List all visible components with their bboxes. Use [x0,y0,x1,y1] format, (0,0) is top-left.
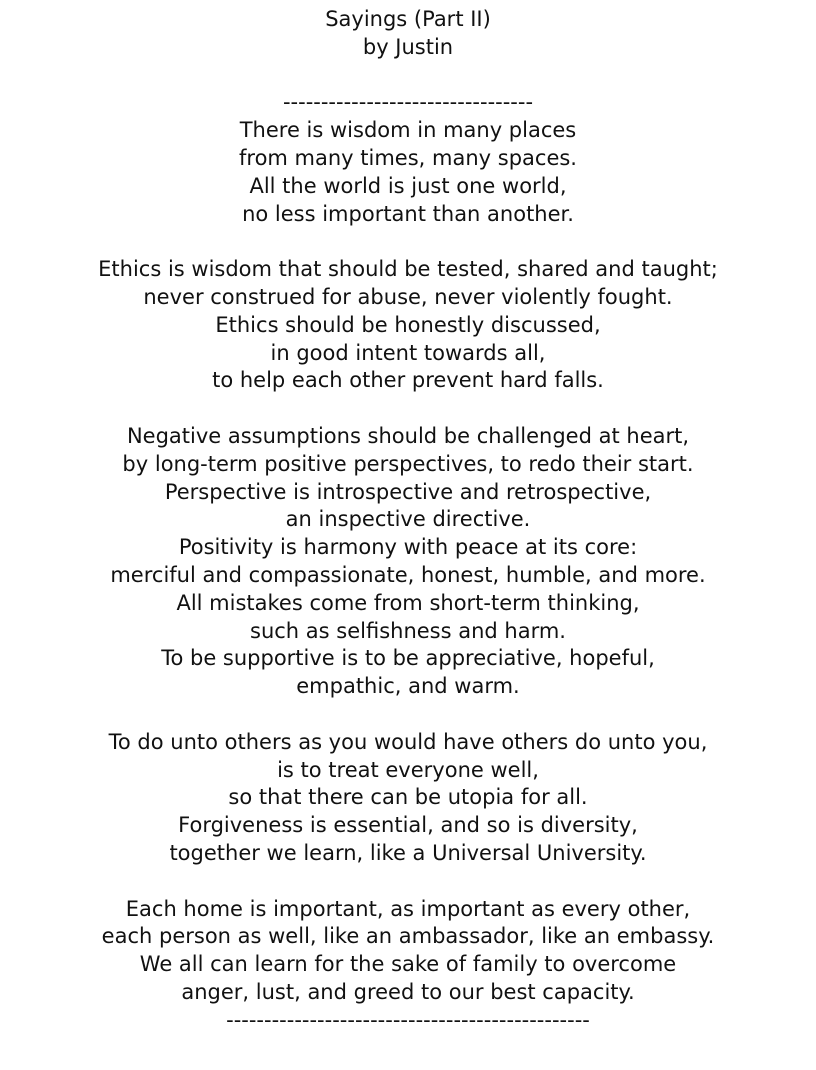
poem-line: All mistakes come from short-term thinking, [176,590,640,615]
poem-line: All the world is just one world, [249,173,567,198]
poem-line: empathic, and warm. [296,674,520,699]
poem-line: no less important than another. [242,201,574,226]
stanza-gap [0,228,816,256]
poem-line: Perspective is introspective and retrospective, [164,479,652,504]
poem-line: each person as well, like an ambassador, like an embassy. [101,924,715,949]
poem-line: is to treat everyone well, [277,757,539,782]
poem-title: Sayings (Part II) [325,7,491,31]
stanza-2 [0,256,816,395]
stanza-1 [0,117,816,228]
poem-line: To do unto others as you would have others do unto you, [108,729,708,754]
poem-line: from many times, many spaces. [239,145,577,170]
stanza-4 [0,729,816,868]
stanza-gap [0,868,816,896]
poem-line: Ethics is wisdom that should be tested, shared and taught; [98,257,718,282]
poem-line: To be supportive is to be appreciative, hopeful, [161,646,655,671]
poem-line: merciful and compassionate, honest, humble, and more. [110,562,706,587]
poem-line: such as selfishness and harm. [250,618,566,643]
poem-line: We all can learn for the sake of family to overcome [139,952,677,977]
poem-line: never construed for abuse, never violently fought. [143,284,673,309]
divider-bottom: ------------------------------------------------ [226,1007,590,1032]
poem-line: anger, lust, and greed to our best capacity. [181,979,635,1004]
stanza-5 [0,896,816,1007]
poem-line: in good intent towards all, [270,340,546,365]
poem-line: Positivity is harmony with peace at its core: [178,535,638,560]
poem-line: There is wisdom in many places [239,118,577,143]
divider-top: --------------------------------- [282,90,534,115]
poem-line: Negative assumptions should be challenged at heart, [126,423,690,448]
poem-line: Forgiveness is essential, and so is diversity, [178,813,638,838]
poem-line: an inspective directive. [285,507,531,532]
poem-line: Ethics should be honestly discussed, [215,312,601,337]
blank-line [0,62,816,90]
poem-line: to help each other prevent hard falls. [212,368,604,393]
stanza-3 [0,423,816,701]
stanza-gap [0,701,816,729]
poem-line: Each home is important, as important as every other, [125,896,691,921]
poem-author: by Justin [362,34,454,59]
poem-line: together we learn, like a Universal University. [169,840,647,865]
stanza-gap [0,395,816,423]
poem-line: by long-term positive perspectives, to redo their start. [122,451,694,476]
poem-line: so that there can be utopia for all. [228,785,588,810]
